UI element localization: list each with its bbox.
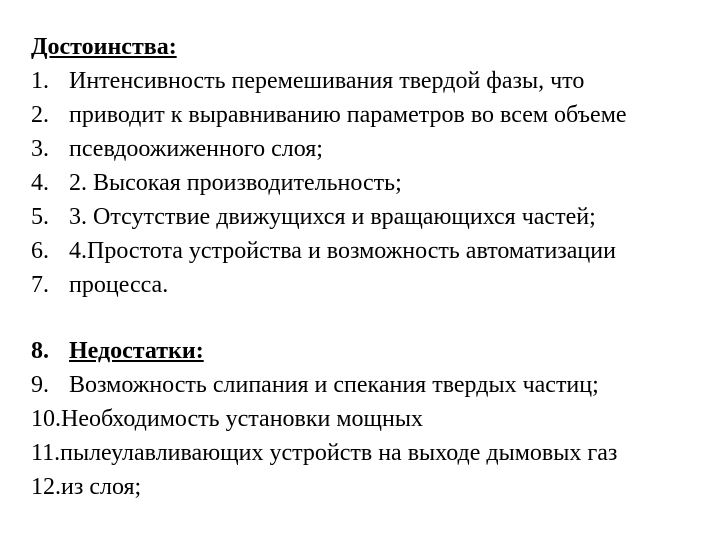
item-number: 11. (31, 440, 61, 466)
item-text: псевдоожиженного слоя; (69, 136, 323, 162)
item-number: 1. (31, 68, 49, 94)
item-text: Возможность слипания и спекания твердых частиц; (69, 372, 599, 398)
list-item (31, 166, 720, 200)
item-number: 7. (31, 272, 49, 298)
item-text: Интенсивность перемешивания твердой фазы, что (69, 68, 585, 94)
list-item (31, 64, 720, 98)
advantages-heading: Достоинства: (31, 34, 177, 60)
list-item (31, 470, 720, 504)
item-number: 4. (31, 170, 49, 196)
item-text: процесса. (69, 272, 169, 298)
item-number: 6. (31, 238, 49, 264)
item-number: 2. (31, 102, 49, 128)
list-item (31, 200, 720, 234)
item-number: 9. (31, 372, 49, 398)
item-number: 5. (31, 204, 49, 230)
item-text: пылеулавливающих устройств на выходе дымовых газ (60, 440, 618, 466)
section-spacer (31, 302, 720, 334)
item-number: 3. (31, 136, 49, 162)
list-item (31, 98, 720, 132)
item-number: 12. (31, 474, 61, 500)
list-item (31, 436, 720, 470)
item-text: 3. Отсутствие движущихся и вращающихся частей; (69, 204, 596, 230)
item-text: из слоя; (61, 474, 142, 500)
item-text: 2. Высокая производительность; (69, 170, 402, 196)
disadvantages-heading-row (31, 334, 720, 368)
item-text: Необходимость установки мощных (61, 406, 424, 432)
list-item (31, 402, 720, 436)
item-text: приводит к выравниванию параметров во всем объеме (69, 102, 627, 128)
disadvantages-heading: Недостатки: (69, 338, 204, 364)
list-item (31, 268, 720, 302)
item-text: 4.Простота устройства и возможность автоматизации (69, 238, 616, 264)
list-item (31, 132, 720, 166)
item-number: 10. (31, 406, 61, 432)
list-item (31, 368, 720, 402)
list-item (31, 234, 720, 268)
item-number: 8. (31, 338, 49, 364)
